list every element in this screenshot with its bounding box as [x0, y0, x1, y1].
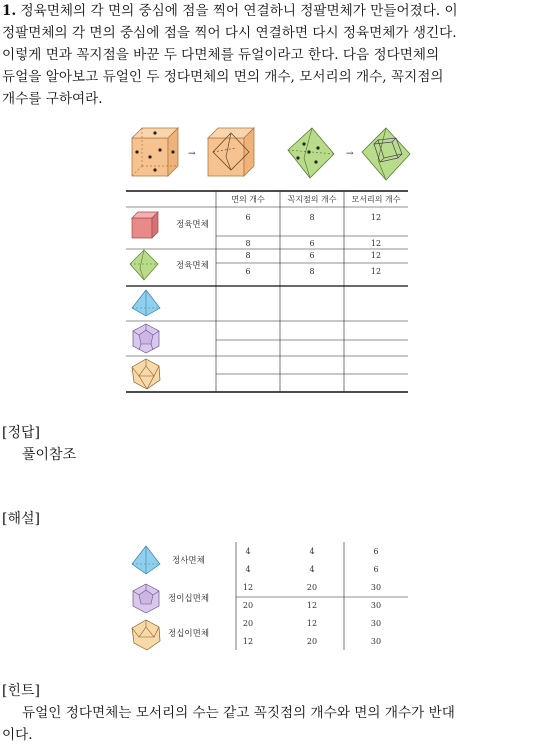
answer-text: 풀이참조: [22, 447, 77, 463]
hint-text: [2, 702, 532, 746]
exp-row3-name: 정십이면체: [168, 629, 210, 639]
exp-row1-name: 정사면체: [172, 556, 205, 566]
row2-edges-a: 12: [370, 251, 382, 260]
cube-with-octahedron-figure: [208, 128, 254, 176]
problem-line-3: 이렇게 면과 꼭지점을 바꾼 두 다면체를 듀얼이라고 한다. 다음 정다면체의: [2, 47, 440, 63]
hint-line-2: 이다.: [2, 727, 33, 743]
tetrahedron-icon: [132, 290, 160, 316]
exp-row2-vertices-a: 20: [306, 583, 318, 592]
problem-text: [2, 0, 532, 110]
svg-text:→: →: [346, 149, 354, 159]
exp-row1-vertices-b: 4: [309, 565, 315, 574]
octahedron-icon: [130, 250, 158, 280]
svg-text:→: →: [188, 149, 196, 159]
exp-row1-faces-b: 4: [245, 565, 251, 574]
exp-row1-vertices-a: 4: [309, 547, 315, 556]
row2-vertices-b: 8: [309, 267, 315, 276]
octahedron-with-cube-figure: [362, 128, 410, 180]
row1-name: 정육면체: [176, 220, 209, 230]
exp-row2-vertices-b: 12: [306, 601, 318, 610]
exp-row3-edges-a: 30: [370, 619, 382, 628]
cube-with-points-figure: [132, 128, 178, 176]
icosahedron-icon: [132, 359, 160, 389]
octahedron-with-points-figure: [288, 128, 334, 178]
row2-edges-b: 12: [370, 267, 382, 276]
dodecahedron-icon: [133, 324, 159, 353]
row1-faces-a: 6: [245, 213, 251, 222]
exp-row2-edges-a: 30: [370, 583, 382, 592]
row2-name: 정육면체: [176, 261, 209, 271]
hint-line-1: 듀얼인 정다면체는 모서리의 수는 같고 꼭짓점의 개수와 면의 개수가 반대: [22, 705, 455, 721]
row1-faces-b: 8: [245, 239, 251, 248]
problem-line-2: 정팔면체의 각 면의 중심에 점을 찍어 다시 연결하면 다시 정육면체가 생긴다.: [2, 25, 457, 41]
dodecahedron-icon: [133, 584, 159, 613]
row2-vertices-a: 6: [309, 251, 315, 260]
header-edges: 모서리의 개수: [351, 195, 401, 204]
exp-row3-vertices-b: 20: [306, 637, 318, 646]
header-faces: 면의 개수: [231, 195, 265, 204]
row1-vertices-a: 8: [309, 213, 315, 222]
explanation-table: [126, 540, 412, 652]
hint-label: [힌트]: [2, 683, 40, 699]
exp-row1-edges-b: 6: [373, 565, 379, 574]
exp-row3-faces-a: 20: [242, 619, 254, 628]
dual-illustration: [128, 124, 414, 182]
exp-row1-edges-a: 6: [373, 547, 379, 556]
problem-line-1: 1. 정육면체의 각 면의 중심에 점을 찍어 연결하니 정팔면체가 만들어졌다. 이: [2, 3, 458, 19]
polyhedra-table: [126, 190, 410, 396]
exp-row1-faces-a: 4: [245, 547, 251, 556]
exp-row2-faces-a: 12: [242, 583, 254, 592]
exp-row3-edges-b: 30: [370, 637, 382, 646]
exp-row3-vertices-a: 12: [306, 619, 318, 628]
problem-number: 1.: [2, 3, 17, 19]
problem-line-4: 듀얼을 알아보고 듀얼인 두 정다면체의 면의 개수, 모서리의 개수, 꼭지점의: [2, 69, 444, 85]
answer-label: [정답]: [2, 425, 40, 441]
tetrahedron-icon: [132, 546, 160, 574]
exp-row2-name: 정이십면체: [168, 594, 210, 604]
row2-faces-a: 8: [245, 251, 251, 260]
exp-row2-edges-b: 30: [370, 601, 382, 610]
exp-row2-faces-b: 20: [242, 601, 254, 610]
icosahedron-icon: [132, 620, 160, 650]
row2-faces-b: 6: [245, 267, 251, 276]
header-vertices: 꼭지점의 개수: [287, 195, 337, 204]
explanation-label: [해설]: [2, 511, 40, 527]
row1-edges-a: 12: [370, 213, 382, 222]
row1-edges-b: 12: [370, 239, 382, 248]
problem-line-5: 개수를 구하여라.: [2, 91, 103, 107]
exp-row3-faces-b: 12: [242, 637, 254, 646]
row1-vertices-b: 6: [309, 239, 315, 248]
cube-icon: [132, 212, 158, 238]
